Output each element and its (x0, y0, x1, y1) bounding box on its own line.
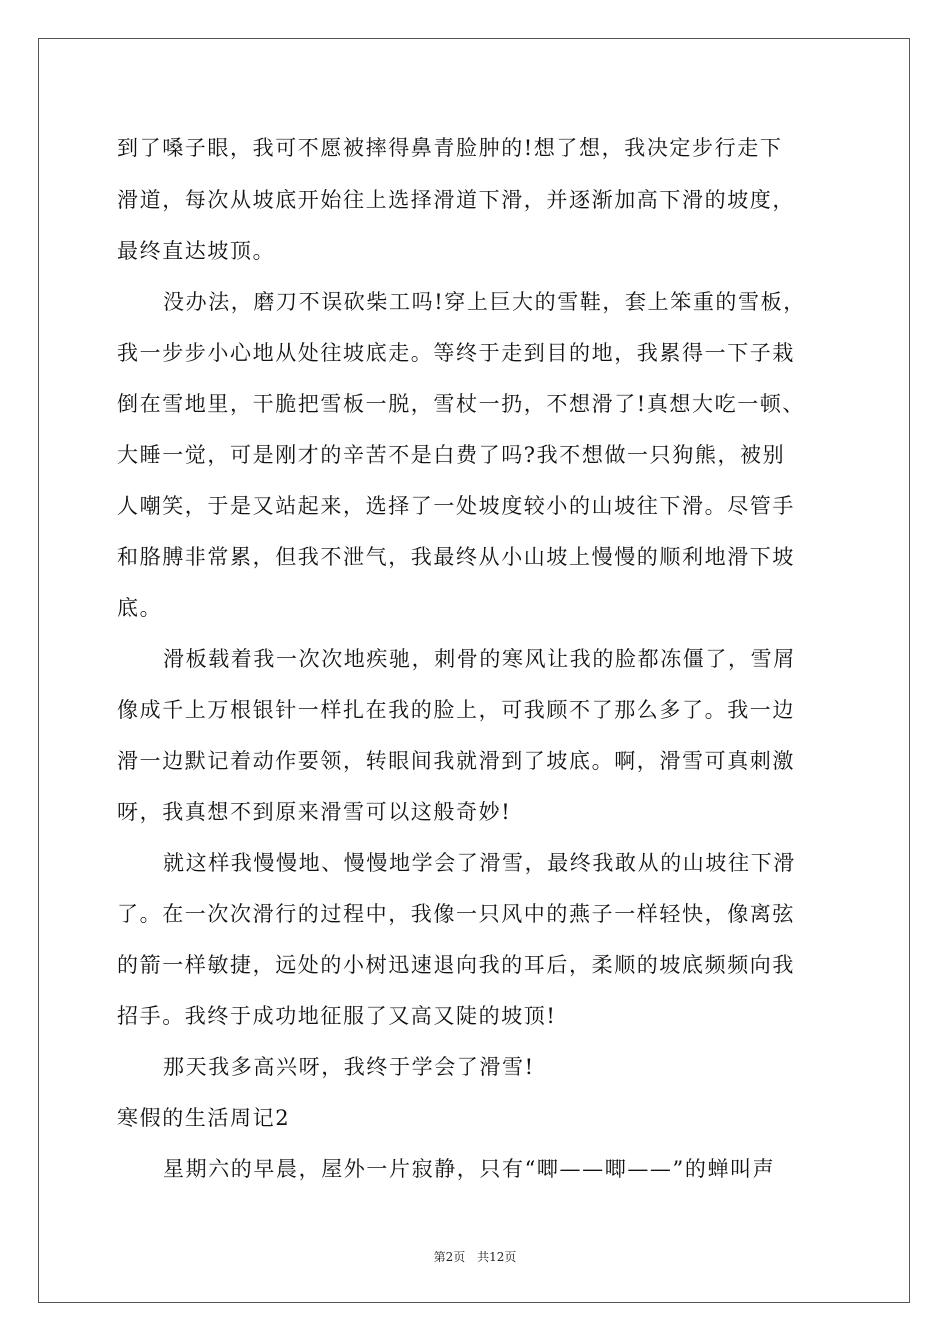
paragraph-start: 星期六的早晨，屋外一片寂静，只有“唧——唧——”的蝉叫声 (163, 1157, 776, 1181)
text-line: 和胳膊非常累，但我不泄气，我最终从小山坡上慢慢的顺利地滑下坡 (117, 545, 795, 569)
text-line: 底。 (117, 596, 163, 620)
page-footer (0, 1248, 950, 1265)
text-line: 我一步步小心地从处往坡底走。等终于走到目的地，我累得一下子栽 (117, 341, 795, 365)
text-line: 招手。我终于成功地征服了又高又陡的坡顶! (117, 1004, 557, 1028)
text-line: 像成千上万根银针一样扎在我的脸上，可我顾不了那么多了。我一边 (117, 698, 795, 722)
text-line: 呀，我真想不到原来滑雪可以这般奇妙! (117, 800, 512, 824)
text-line: 最终直达坡顶。 (117, 239, 276, 263)
text-line: 滑一边默记着动作要领，转眼间我就滑到了坡底。啊，滑雪可真刺激 (117, 749, 795, 773)
text-line: 大睡一觉，可是刚才的辛苦不是白费了吗?我不想做一只狗熊，被别 (117, 443, 786, 467)
text-line: 了。在一次次滑行的过程中，我像一只风中的燕子一样轻快，像离弦 (117, 902, 795, 926)
text-line: 倒在雪地里，干脆把雪板一脱，雪杖一扔，不想滑了!真想大吃一顿、 (117, 392, 806, 416)
text-line: 的箭一样敏捷，远处的小树迅速退向我的耳后，柔顺的坡底频频向我 (117, 953, 795, 977)
text-line: 人嘲笑，于是又站起来，选择了一处坡度较小的山坡往下滑。尽管手 (117, 494, 795, 518)
paragraph-start: 那天我多高兴呀，我终于学会了滑雪! (163, 1055, 535, 1079)
text-line: 到了嗓子眼，我可不愿被摔得鼻青脸肿的!想了想，我决定步行走下 (117, 136, 783, 160)
paragraph-start: 就这样我慢慢地、慢慢地学会了滑雪，最终我敢从的山坡往下滑 (163, 851, 796, 875)
paragraph-start: 没办法，磨刀不误砍柴工吗!穿上巨大的雪鞋，套上笨重的雪板， (163, 290, 806, 314)
page-total: 共12页 (477, 1250, 517, 1264)
paragraph-start: 滑板载着我一次次地疾驰，刺骨的寒风让我的脸都冻僵了，雪屑 (163, 647, 796, 671)
text-line: 滑道，每次从坡底开始往上选择滑道下滑，并逐渐加高下滑的坡度， (117, 188, 795, 212)
section-heading: 寒假的生活周记2 (117, 1106, 291, 1130)
page-number: 第2页 (433, 1250, 466, 1264)
